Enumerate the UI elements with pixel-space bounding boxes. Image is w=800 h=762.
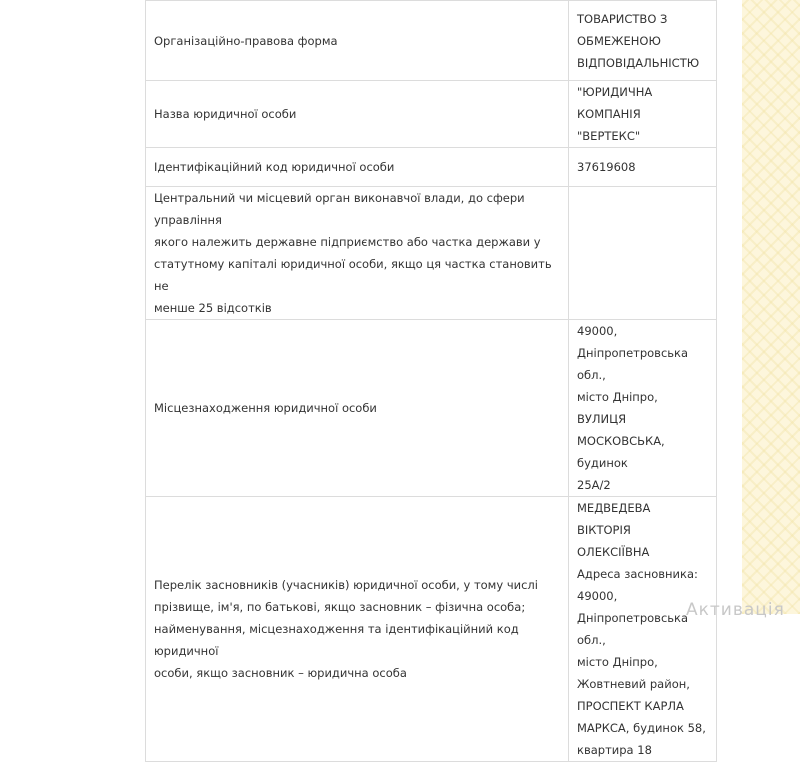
row-label <box>146 187 569 320</box>
row-value <box>569 320 717 497</box>
row-label-text: Організаційно-правова форма <box>154 33 338 48</box>
row-label <box>146 320 569 497</box>
activation-watermark: Активація <box>686 600 785 620</box>
row-value <box>569 497 717 762</box>
row-value-text: 49000, Дніпропетровська обл., місто Дніпро, ВУЛИЦЯ МОСКОВСЬКА, будинок 25А/2 <box>577 324 689 492</box>
row-label <box>146 497 569 762</box>
table-row <box>146 81 717 148</box>
row-label-text: Перелік засновників (учасників) юридичної особи, у тому числі прізвище, ім'я, по батькові, якщо засновник – фізична особа; найменування, місцезнаходження та ідентифікаційний код юридичної особи, якщо засновник – юридична особа <box>154 578 538 680</box>
table-row <box>146 1 717 81</box>
table-row <box>146 320 717 497</box>
decorative-side-band <box>742 0 800 614</box>
row-label-text: Місцезнаходження юридичної особи <box>154 401 377 415</box>
table-row <box>146 497 717 762</box>
row-value-text: МЕДВЕДЕВА ВІКТОРІЯ ОЛЕКСІЇВНА Адреса засновника: 49000, Дніпропетровська обл., місто Дніпро, Жовтневий район, ПРОСПЕКТ КАРЛА МАРКСА, будинок 58, квартира 18 <box>577 501 706 757</box>
row-value <box>569 1 717 81</box>
row-label <box>146 81 569 148</box>
row-value-text: ТОВАРИСТВО З ОБМЕЖЕНОЮ ВІДПОВІДАЛЬНІСТЮ <box>577 11 700 70</box>
row-value <box>569 148 717 187</box>
row-label <box>146 148 569 187</box>
row-value-text: 37619608 <box>577 160 636 174</box>
table-row <box>146 187 717 320</box>
row-value <box>569 187 717 320</box>
registry-table <box>145 0 717 762</box>
table-row <box>146 148 717 187</box>
row-label-text: Центральний чи місцевий орган виконавчої влади, до сфери управління якого належить державне підприємство або частка держави у статутному капіталі юридичної особи, якщо ця частка становить не менше 25 відсотків <box>154 191 552 315</box>
row-label-text: Ідентифікаційний код юридичної особи <box>154 160 395 174</box>
row-value-text: "ЮРИДИЧНА КОМПАНІЯ "ВЕРТЕКС" <box>577 85 653 143</box>
row-value <box>569 81 717 148</box>
row-label-text: Назва юридичної особи <box>154 107 297 121</box>
row-label <box>146 1 569 81</box>
